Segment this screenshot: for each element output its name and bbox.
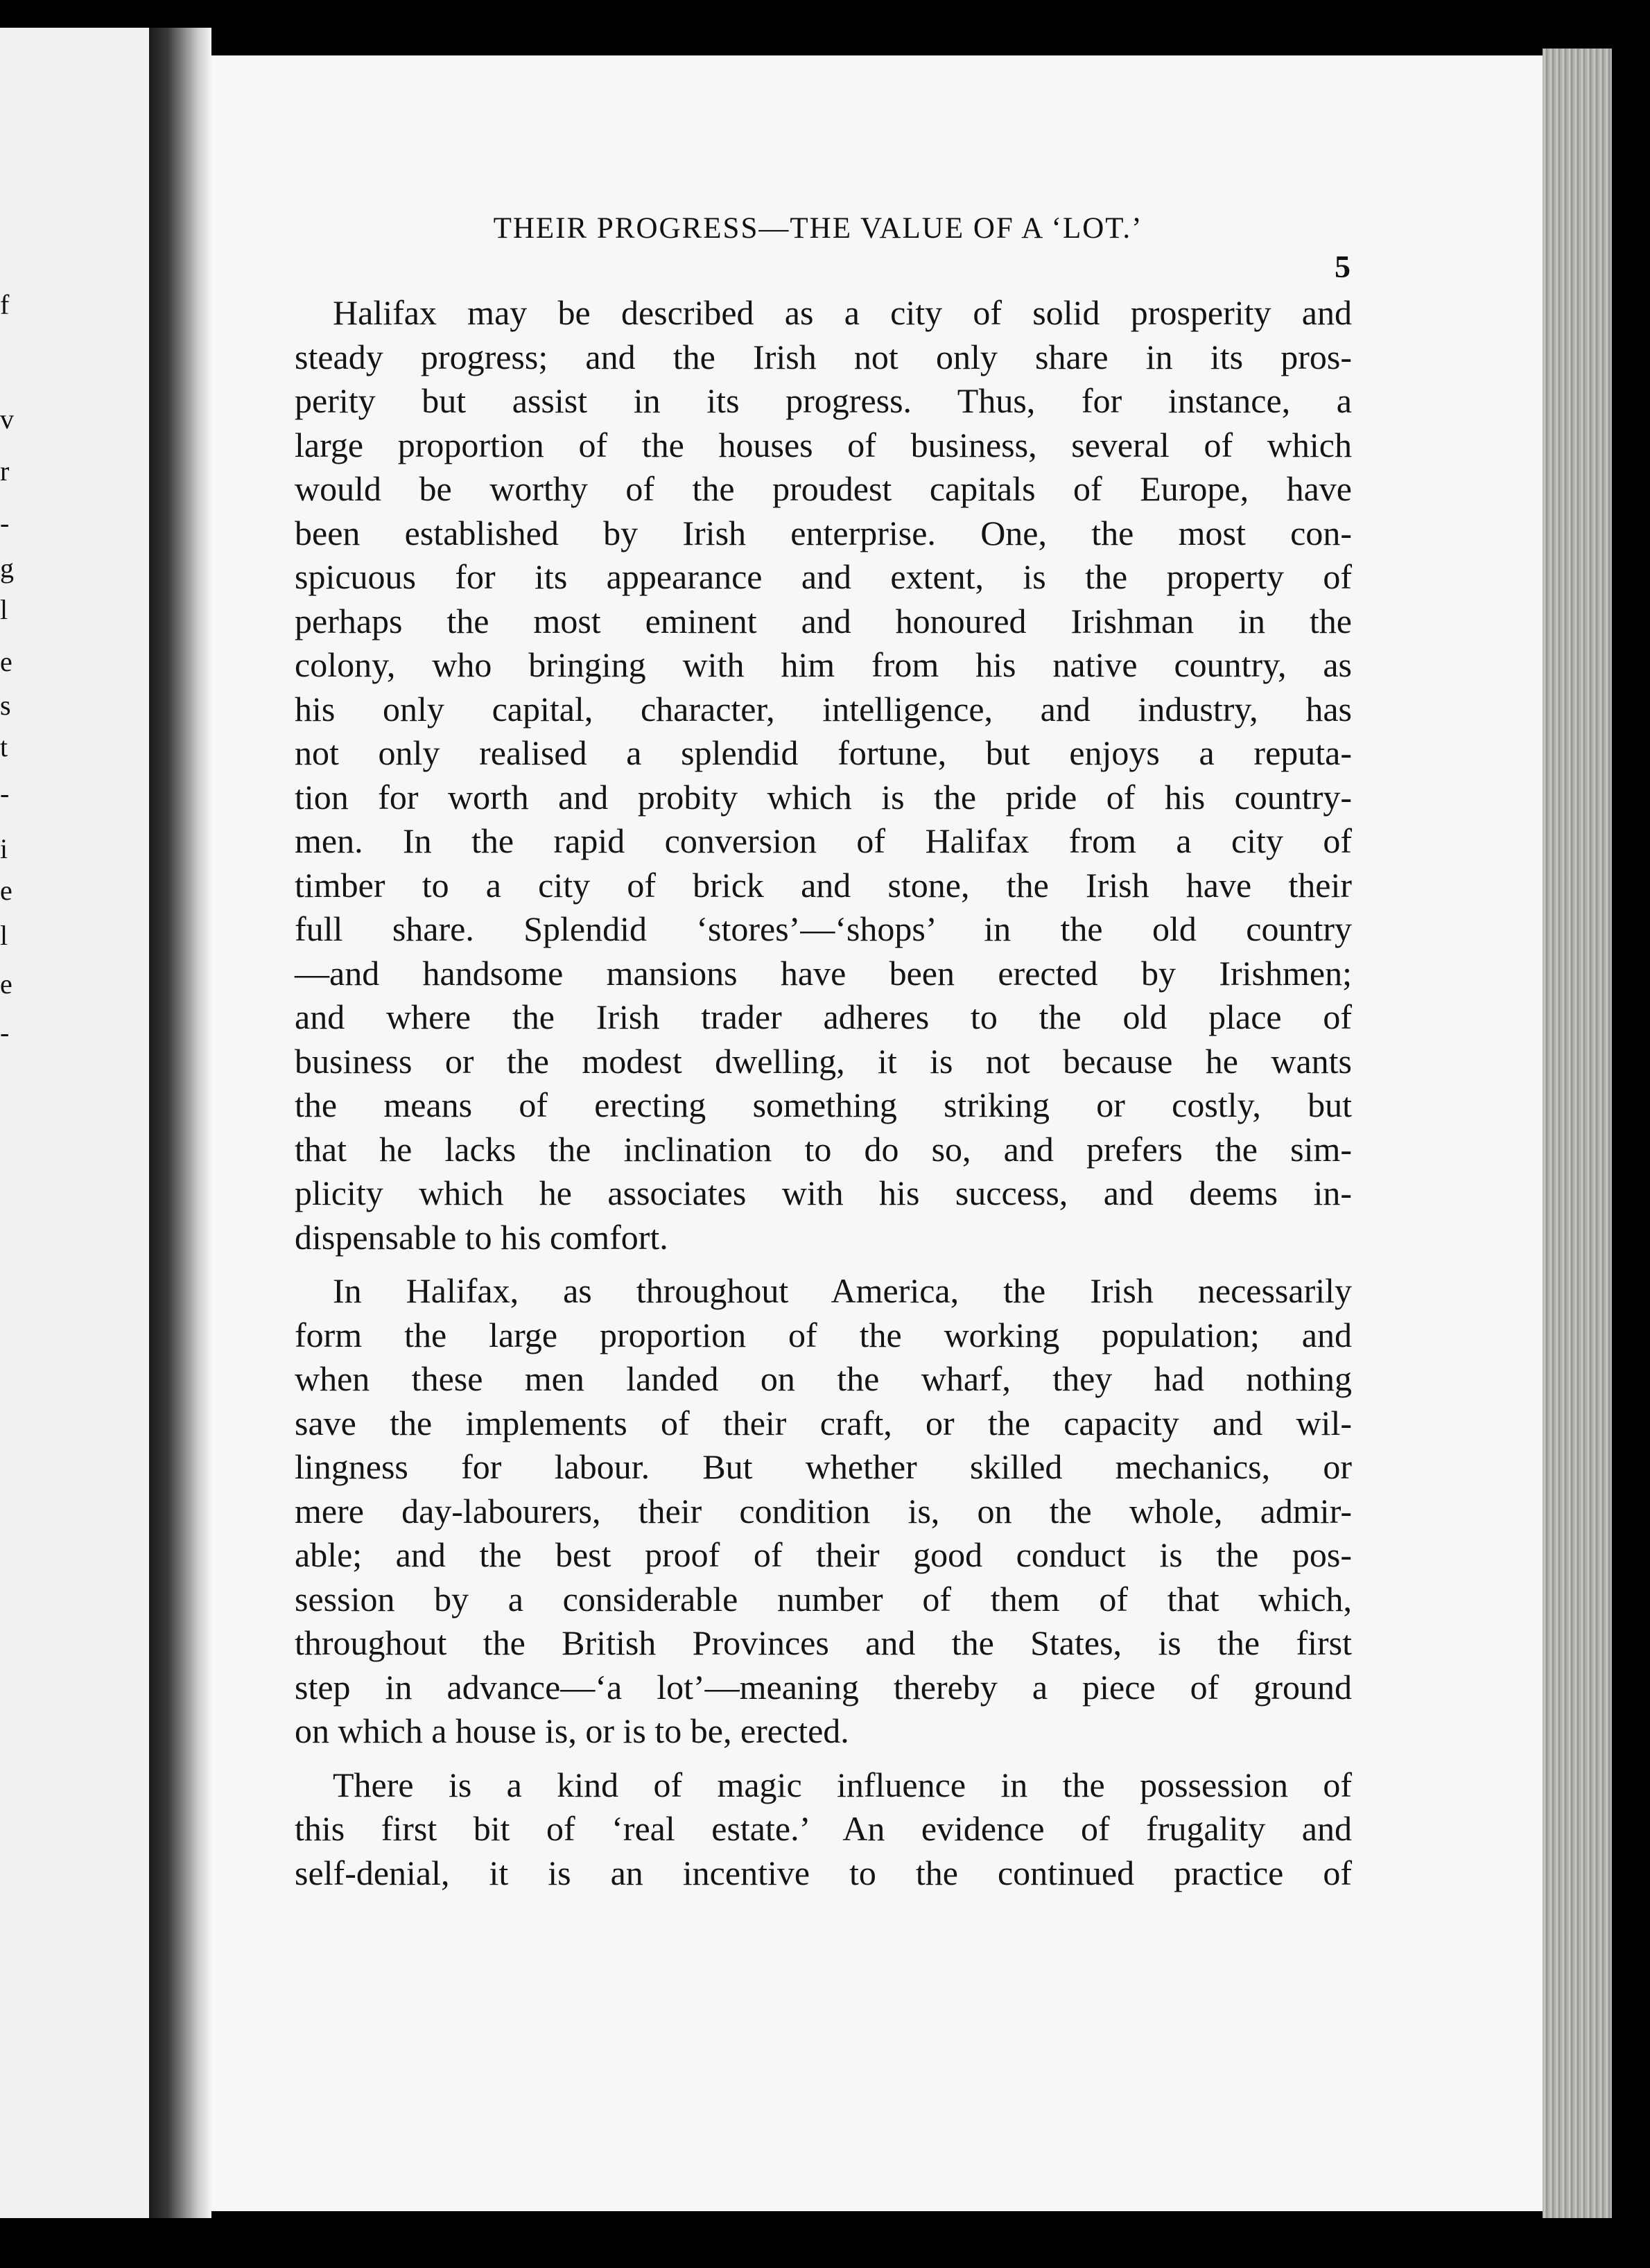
text-line: been established by Irish enterprise. One, the most con-	[295, 513, 1352, 552]
facing-page-fragment: l	[0, 920, 8, 951]
text-line: on which a house is, or is to be, erected.	[295, 1711, 849, 1750]
facing-page-fragment: f	[0, 289, 10, 320]
text-line: full share. Splendid ‘stores’—‘shops’ in the old country	[295, 909, 1352, 948]
page-number: 5	[1335, 249, 1351, 284]
text-line: save the implements of their craft, or the capacity and wil-	[295, 1403, 1352, 1442]
text-line: dispensable to his comfort.	[295, 1217, 668, 1257]
facing-page-fragment: r	[0, 455, 10, 487]
facing-page-fragment: e	[0, 968, 12, 1000]
text-line: mere day-labourers, their condition is, on the whole, admir-	[295, 1491, 1352, 1530]
text-line: In Halifax, as throughout America, the Irish necessarily	[333, 1271, 1352, 1310]
text-line: perity but assist in its progress. Thus, for instance, a	[295, 381, 1352, 420]
facing-page-fragment: -	[0, 1017, 10, 1048]
text-line: large proportion of the houses of business, several of which	[295, 425, 1352, 464]
facing-page-fragment: -	[0, 507, 10, 539]
text-line: this first bit of ‘real estate.’ An evidence of frugality and	[295, 1809, 1352, 1848]
text-line: able; and the best proof of their good conduct is the pos-	[295, 1535, 1352, 1574]
page-stack-edge	[1543, 49, 1612, 2218]
facing-page-fragment: -	[0, 778, 10, 809]
facing-page-fragment: t	[0, 731, 8, 762]
running-head: THEIR PROGRESS—THE VALUE OF A ‘LOT.’	[493, 212, 1143, 245]
text-line: that he lacks the inclination to do so, and prefers the sim-	[295, 1129, 1352, 1169]
text-line: perhaps the most eminent and honoured Irishman in the	[295, 601, 1352, 640]
facing-page-fragment: l	[0, 594, 8, 625]
facing-page-fragment: s	[0, 690, 11, 721]
facing-page-fragment: v	[0, 403, 14, 435]
text-line: colony, who bringing with him from his native country, as	[295, 645, 1352, 684]
text-line: plicity which he associates with his success, and deems in-	[295, 1174, 1352, 1212]
text-line: when these men landed on the wharf, they had nothing	[295, 1359, 1352, 1398]
text-line: form the large proportion of the working population; and	[295, 1315, 1352, 1354]
text-line: men. In the rapid conversion of Halifax from a city of	[295, 821, 1352, 860]
text-line: tion for worth and probity which is the pride of his country-	[295, 777, 1352, 817]
text-line: timber to a city of brick and stone, the Irish have their	[295, 865, 1352, 905]
text-line: spicuous for its appearance and extent, is the property of	[295, 557, 1352, 596]
facing-page-fragment: g	[0, 552, 14, 584]
facing-page-edge	[0, 28, 153, 2218]
text-line: Halifax may be described as a city of solid prosperity and	[333, 293, 1352, 332]
text-line: —and handsome mansions have been erected by Irishmen;	[295, 953, 1352, 993]
text-line: step in advance—‘a lot’—meaning thereby a piece of ground	[295, 1667, 1352, 1707]
facing-page-fragment: e	[0, 875, 12, 906]
text-line: self-denial, it is an incentive to the continued practice of	[295, 1853, 1352, 1892]
text-line: would be worthy of the proudest capitals of Europe, have	[295, 469, 1352, 508]
text-line: session by a considerable number of them of that which,	[295, 1579, 1352, 1619]
facing-page-fragment: i	[0, 833, 8, 864]
text-line: not only realised a splendid fortune, but enjoys a reputa-	[295, 733, 1352, 772]
book-gutter	[149, 28, 211, 2218]
text-line: business or the modest dwelling, it is not because he wants	[295, 1041, 1352, 1081]
text-line: and where the Irish trader adheres to the old place of	[295, 997, 1352, 1036]
text-line: lingness for labour. But whether skilled mechanics, or	[295, 1447, 1352, 1486]
text-line: steady progress; and the Irish not only share in its pros-	[295, 337, 1352, 376]
body-text	[295, 291, 1352, 1895]
text-line: the means of erecting something striking or costly, but	[295, 1085, 1352, 1124]
text-line: his only capital, character, intelligence, and industry, has	[295, 689, 1352, 729]
facing-page-fragment: e	[0, 646, 12, 677]
text-line: There is a kind of magic influence in the possession of	[333, 1765, 1352, 1804]
text-line: throughout the British Provinces and the States, is the first	[295, 1623, 1352, 1662]
